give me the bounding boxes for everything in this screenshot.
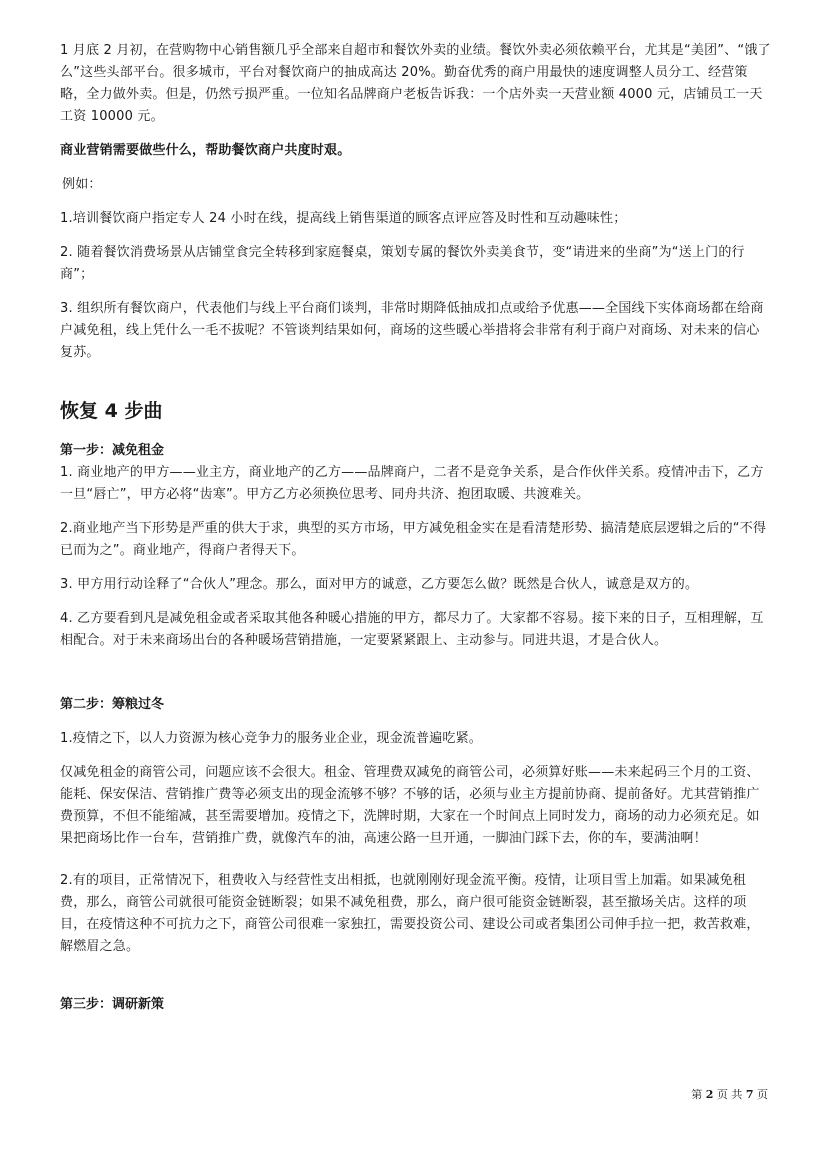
footer-page-number: 2 xyxy=(705,1088,714,1101)
step1-title: 第一步：减免租金 xyxy=(60,443,165,458)
document-page xyxy=(60,40,772,1016)
step1-para-1: 1. 商业地产的甲方——业主方，商业地产的乙方——品牌商户，二者不是竞争关系，是合作伙伴关系。疫情冲击下，乙方一旦“唇亡”，甲方必将“齿寒”。甲方乙方必须换位思考、同舟共济、抱团取暖、共渡难关。 xyxy=(60,465,764,502)
page-footer xyxy=(691,1086,768,1102)
step1-para-4: 4. 乙方要看到凡是减免租金或者采取其他各种暖心措施的甲方，都尽力了。大家都不容易。接下来的日子，互相理解，互相配合。对于未来商场出台的各种暖场营销措施，一定要紧紧跟上、主动参与。同进共退，才是合伙人。 xyxy=(60,611,764,648)
step1-para-3: 3. 甲方用行动诠释了“合伙人”理念。那么，面对甲方的诚意，乙方要怎么做？既然是合伙人，诚意是双方的。 xyxy=(60,577,699,592)
footer-mid: 页 共 xyxy=(716,1088,743,1101)
example-item-3: 3. 组织所有餐饮商户，代表他们与线上平台商们谈判，非常时期降低抽成扣点或给予优惠——全国线下实体商场都在给商户减免租，线上凭什么一毛不拔呢？不管谈判结果如何，商场的这些暖心举措将会非常有利于商户对商场、对未来的信心复苏。 xyxy=(60,301,764,360)
step2-para-3: 2.有的项目，正常情况下，租费收入与经营性支出相抵，也就刚刚好现金流平衡。疫情，让项目雪上加霜。如果减免租费，那么，商管公司就很可能资金链断裂；如果不减免租费，那么，商户很可能资金链断裂，甚至撤场关店。这样的项目，在疫情这种不可抗力之下，商管公司很难一家独扛，需要投资公司、建设公司或者集团公司伸手拉一把，救苦救难，解燃眉之急。 xyxy=(60,873,760,954)
example-item-1: 1.培训餐饮商户指定专人 24 小时在线，提高线上销售渠道的顾客点评应答及时性和互动趣味性； xyxy=(60,211,627,226)
section-title: 恢复 4 步曲 xyxy=(60,400,163,422)
example-item-2: 2. 随着餐饮消费场景从店铺堂食完全转移到家庭餐桌，策划专属的餐饮外卖美食节，变“请进来的坐商”为“送上门的行商”； xyxy=(60,245,745,282)
step1-para-2: 2.商业地产当下形势是严重的供大于求，典型的买方市场，甲方减免租金实在是看清楚形势、搞清楚底层逻辑之后的“不得已而为之”。商业地产，得商户者得天下。 xyxy=(60,521,767,558)
step2-title: 第二步：筹粮过冬 xyxy=(60,697,165,712)
marketing-heading: 商业营销需要做些什么，帮助餐饮商户共度时艰。 xyxy=(60,143,351,158)
step2-para-1: 1.疫情之下，以人力资源为核心竞争力的服务业企业，现金流普遍吃紧。 xyxy=(60,731,483,746)
step3-title: 第三步：调研新策 xyxy=(60,997,165,1012)
example-label: 例如： xyxy=(62,177,102,192)
intro-paragraph: 1 月底 2 月初，在营购物中心销售额几乎全部来自超市和餐饮外卖的业绩。餐饮外卖必须依赖平台，尤其是“美团”、“饿了么”这些头部平台。很多城市，平台对餐饮商户的抽成高达 20%。勤奋优秀的商户用最快的速度调整人员分工、经营策略，全力做外卖。但是，仍然亏损严重。一位知名品牌商户老板告诉我：一个店外卖一天营业额 4000 元，店铺员工一天工资 10000 元。 xyxy=(60,43,771,124)
footer-prefix: 第 xyxy=(691,1088,703,1101)
footer-total-pages: 7 xyxy=(745,1088,754,1101)
step2-para-2: 仅减免租金的商管公司，问题应该不会很大。租金、管理费双减免的商管公司，必须算好账——未来起码三个月的工资、能耗、保安保洁、营销推广费等必须支出的现金流够不够？不够的话，必须与业主方提前协商、提前备好。尤其营销推广费预算，不但不能缩减，甚至需要增加。疫情之下，洗牌时期，大家在一个时间点上同时发力，商场的动力必须充足。如果把商场比作一台车，营销推广费，就像汽车的油，高速公路一旦开通，一脚油门踩下去，你的车，要满油啊！ xyxy=(60,765,760,846)
footer-suffix: 页 xyxy=(757,1088,768,1101)
